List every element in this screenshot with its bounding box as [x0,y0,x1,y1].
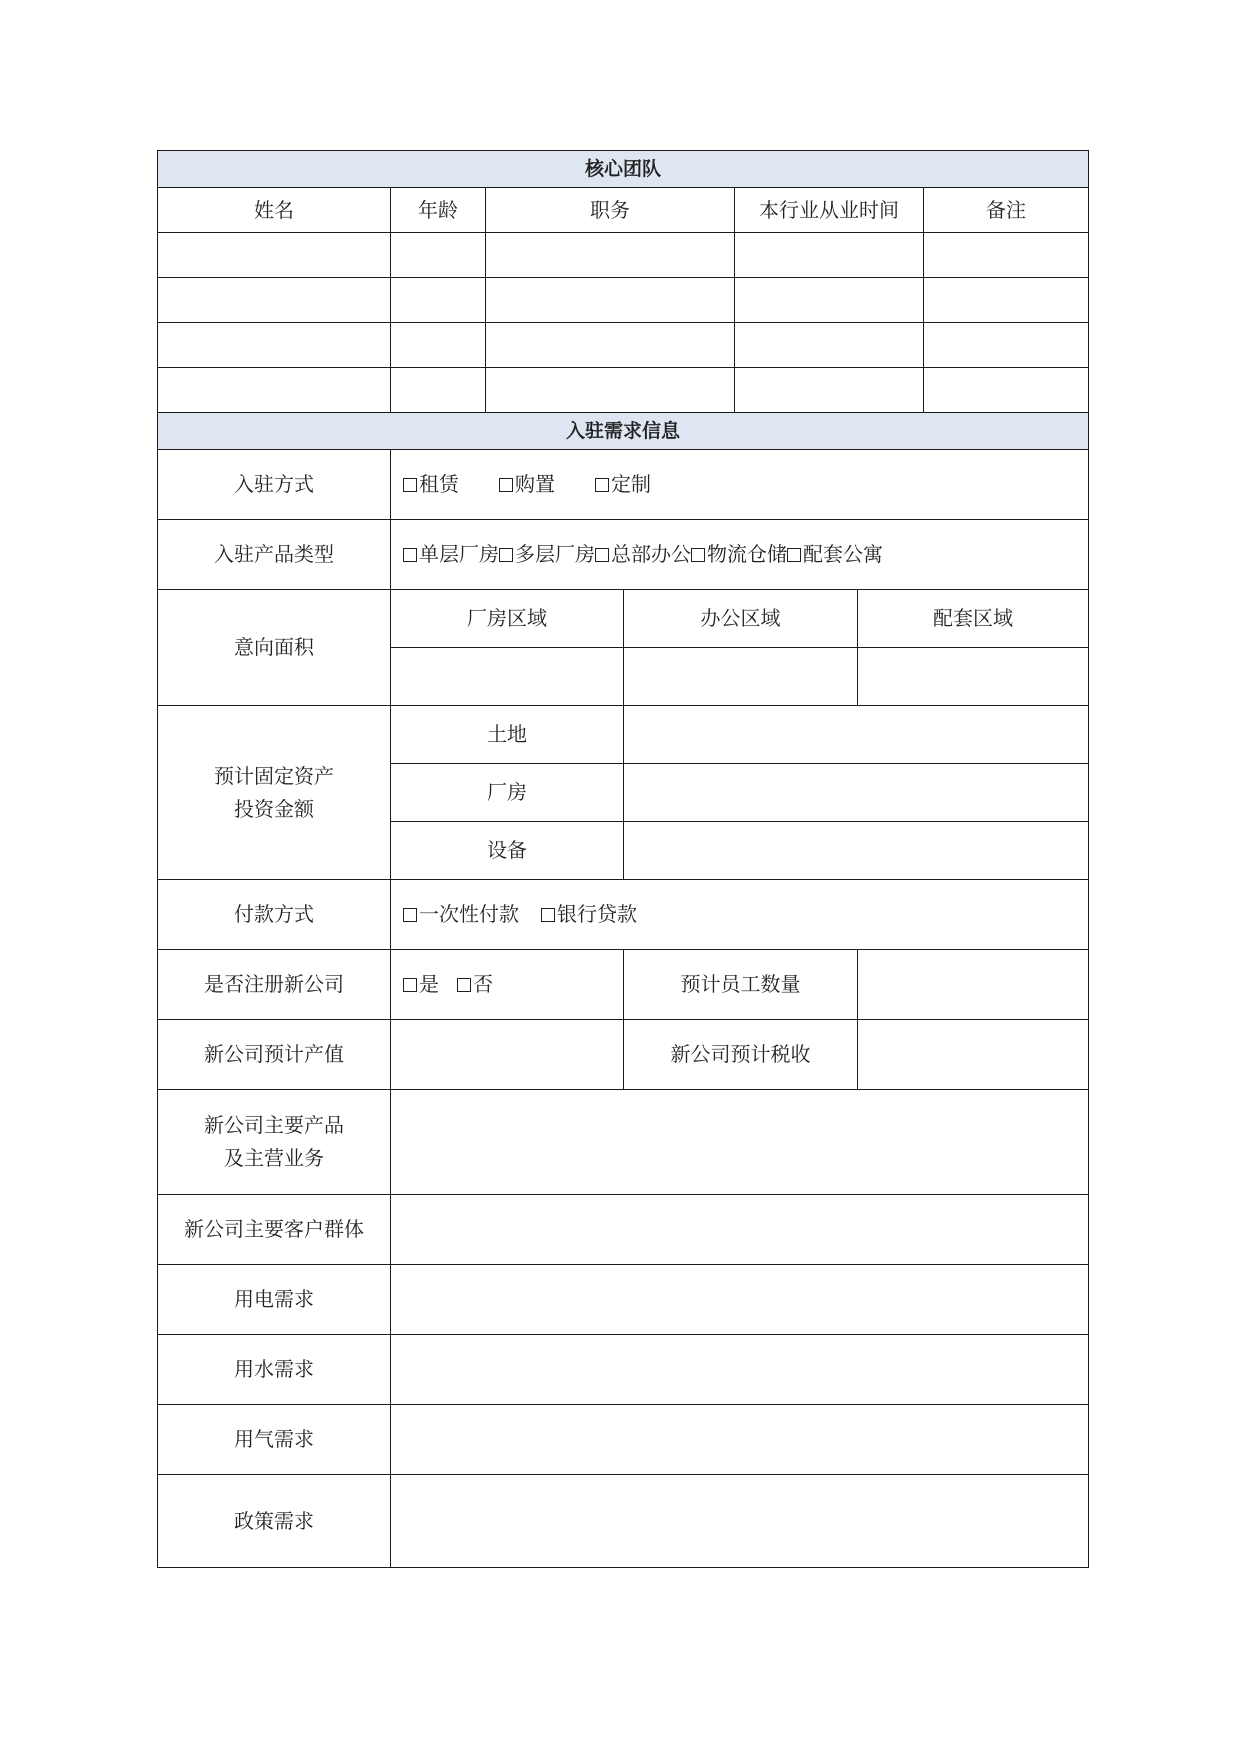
option-label: 否 [473,972,493,996]
investment-equipment-input[interactable] [623,821,1089,880]
checkbox-icon[interactable] [403,978,417,992]
option-label: 总部办公 [611,542,691,566]
checkbox-icon[interactable] [499,478,513,492]
option-label: 购置 [515,472,555,496]
gas-input[interactable] [390,1404,1089,1475]
area-office-header: 办公区域 [623,589,858,648]
intended-area-label: 意向面积 [157,589,391,706]
header-position: 职务 [485,187,735,233]
product-type-single-floor-option[interactable] [403,538,499,571]
option-label: 定制 [611,472,651,496]
team-name-input[interactable] [157,367,391,413]
investment-label [157,705,391,880]
option-label: 银行贷款 [557,902,637,926]
team-industry-years-input[interactable] [734,232,924,278]
team-position-input[interactable] [485,277,735,323]
payment-lump-sum-option[interactable] [403,898,519,931]
entry-needs-title: 入驻需求信息 [157,412,1089,450]
option-label: 租赁 [419,472,459,496]
core-team-title: 核心团队 [157,150,1089,188]
investment-factory-label: 厂房 [390,763,624,822]
electricity-label: 用电需求 [157,1264,391,1335]
option-label: 一次性付款 [419,902,519,926]
option-label: 多层厂房 [515,542,595,566]
products-label-line2: 及主营业务 [224,1146,324,1170]
area-office-input[interactable] [623,647,858,706]
customers-label: 新公司主要客户群体 [157,1194,391,1265]
area-support-header: 配套区域 [857,589,1089,648]
team-remarks-input[interactable] [923,232,1089,278]
payment-bank-loan-option[interactable] [541,898,637,931]
checkbox-icon[interactable] [691,548,705,562]
checkbox-icon[interactable] [499,548,513,562]
checkbox-icon[interactable] [403,908,417,922]
new-company-yes-option[interactable] [403,968,439,1001]
water-input[interactable] [390,1334,1089,1405]
entry-mode-purchase-option[interactable] [499,468,555,501]
team-age-input[interactable] [390,322,486,368]
header-age: 年龄 [390,187,486,233]
team-age-input[interactable] [390,232,486,278]
option-label: 配套公寓 [803,542,883,566]
investment-land-label: 土地 [390,705,624,764]
team-remarks-input[interactable] [923,367,1089,413]
header-name: 姓名 [157,187,391,233]
entry-mode-lease-option[interactable] [403,468,459,501]
employees-input[interactable] [857,949,1089,1020]
products-label-line1: 新公司主要产品 [204,1113,344,1137]
team-industry-years-input[interactable] [734,322,924,368]
checkbox-icon[interactable] [403,548,417,562]
header-remarks: 备注 [923,187,1089,233]
option-label: 单层厂房 [419,542,499,566]
checkbox-icon[interactable] [541,908,555,922]
tax-input[interactable] [857,1019,1089,1090]
team-age-input[interactable] [390,277,486,323]
product-type-apartment-option[interactable] [787,538,883,571]
checkbox-icon[interactable] [595,548,609,562]
team-age-input[interactable] [390,367,486,413]
area-factory-input[interactable] [390,647,624,706]
investment-land-input[interactable] [623,705,1089,764]
product-type-logistics-option[interactable] [691,538,787,571]
payment-label: 付款方式 [157,879,391,950]
new-company-label: 是否注册新公司 [157,949,391,1020]
new-company-options [390,949,624,1020]
output-input[interactable] [390,1019,624,1090]
checkbox-icon[interactable] [403,478,417,492]
investment-equipment-label: 设备 [390,821,624,880]
team-remarks-input[interactable] [923,277,1089,323]
checkbox-icon[interactable] [595,478,609,492]
policy-label: 政策需求 [157,1474,391,1568]
investment-label-line2: 投资金额 [234,796,314,821]
area-support-input[interactable] [857,647,1089,706]
option-label: 物流仓储 [707,542,787,566]
entry-mode-options [390,449,1089,520]
tax-label: 新公司预计税收 [623,1019,858,1090]
water-label: 用水需求 [157,1334,391,1405]
team-remarks-input[interactable] [923,322,1089,368]
product-type-label: 入驻产品类型 [157,519,391,590]
output-label: 新公司预计产值 [157,1019,391,1090]
investment-factory-input[interactable] [623,763,1089,822]
employees-label: 预计员工数量 [623,949,858,1020]
team-industry-years-input[interactable] [734,367,924,413]
policy-input[interactable] [390,1474,1089,1568]
option-label: 是 [419,972,439,996]
team-name-input[interactable] [157,232,391,278]
team-industry-years-input[interactable] [734,277,924,323]
product-type-multi-floor-option[interactable] [499,538,595,571]
team-name-input[interactable] [157,322,391,368]
customers-input[interactable] [390,1194,1089,1265]
product-type-options [390,519,1089,590]
products-input[interactable] [390,1089,1089,1195]
checkbox-icon[interactable] [787,548,801,562]
registration-form [157,150,1089,1568]
payment-options [390,879,1089,950]
header-industry-years: 本行业从业时间 [734,187,924,233]
investment-label-line1: 预计固定资产 [214,763,334,788]
checkbox-icon[interactable] [457,978,471,992]
gas-label: 用气需求 [157,1404,391,1475]
electricity-input[interactable] [390,1264,1089,1335]
new-company-no-option[interactable] [457,968,493,1001]
entry-mode-custom-option[interactable] [595,468,651,501]
products-label [157,1089,391,1195]
team-position-input[interactable] [485,322,735,368]
entry-mode-label: 入驻方式 [157,449,391,520]
team-name-input[interactable] [157,277,391,323]
team-position-input[interactable] [485,367,735,413]
product-type-hq-office-option[interactable] [595,538,691,571]
area-factory-header: 厂房区域 [390,589,624,648]
team-position-input[interactable] [485,232,735,278]
